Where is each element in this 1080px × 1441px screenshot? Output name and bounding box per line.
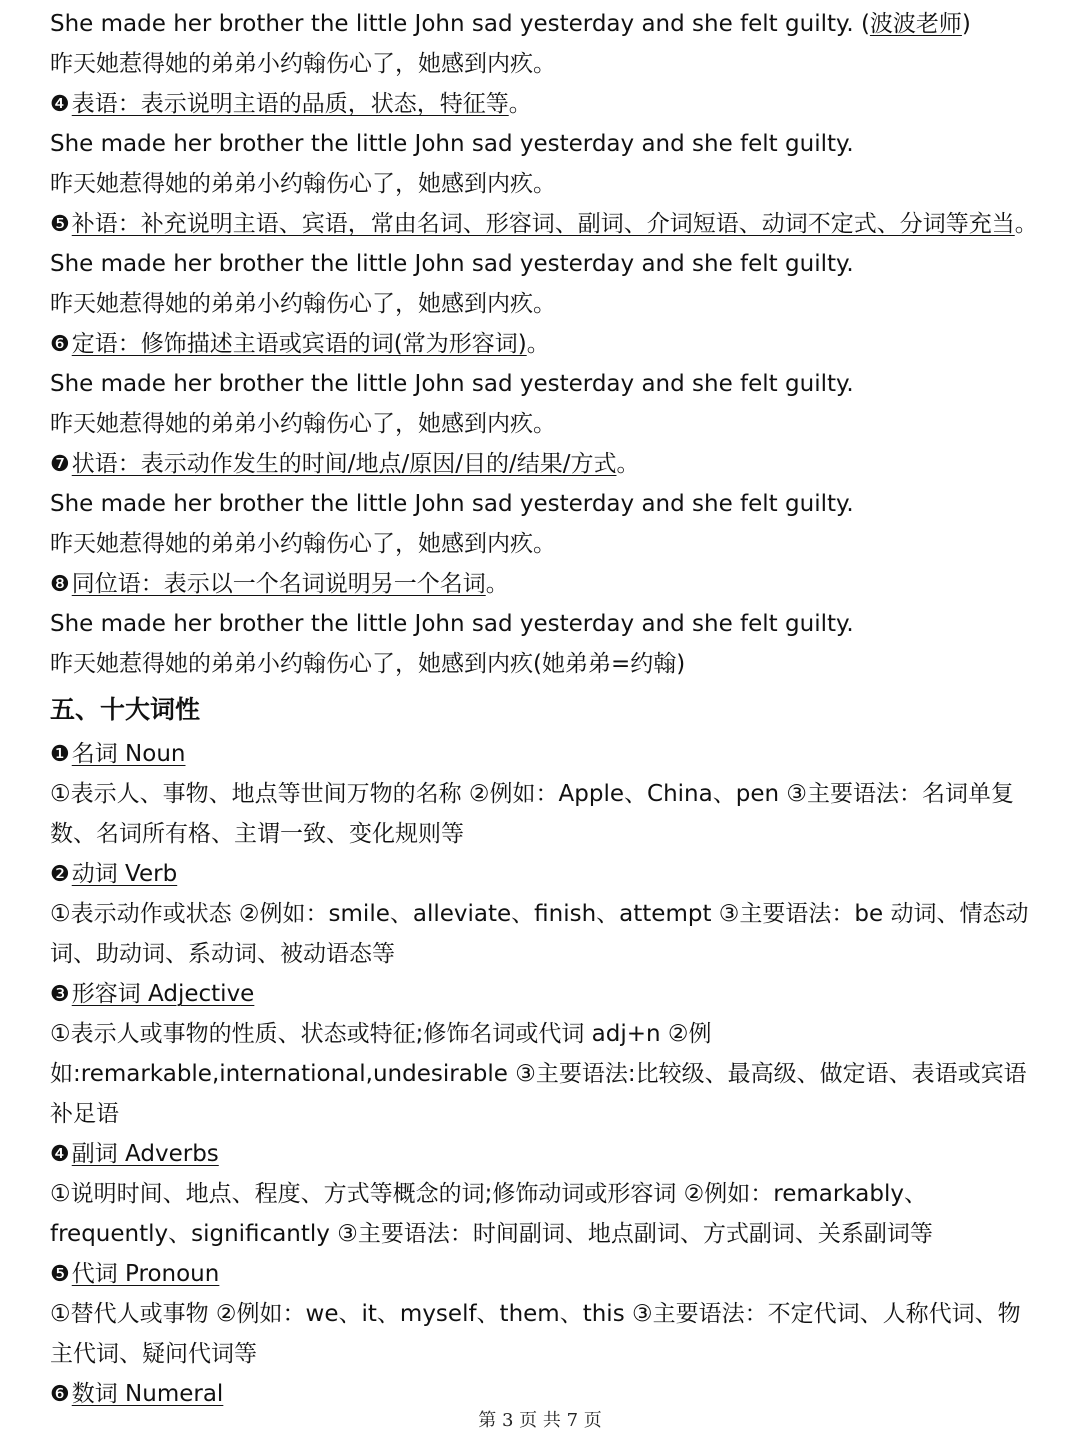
- heading-end-punct: 。: [526, 331, 550, 357]
- source-paren-close: ): [961, 11, 971, 37]
- circled-number-5: ❺: [50, 1262, 70, 1287]
- component-example-zh: 昨天她惹得她的弟弟小约翰伤心了，她感到内疚(她弟弟=约翰): [50, 651, 686, 677]
- pos-heading: [50, 734, 1040, 774]
- circled-number-7: ❼: [50, 452, 70, 477]
- pos-title: 形容词 Adjective: [71, 981, 255, 1007]
- pos-title: 代词 Pronoun: [71, 1261, 220, 1287]
- component-example-zh: 昨天她惹得她的弟弟小约翰伤心了，她感到内疚。: [50, 531, 556, 557]
- component-title: 补语：补充说明主语、宾语，常由名词、形容词、副词、介词短语、动词不定式、分词等充当: [71, 211, 1015, 237]
- component-title: 同位语：表示以一个名词说明另一个名词: [71, 571, 486, 597]
- circled-number-3: ❸: [50, 982, 70, 1007]
- pos-heading: [50, 854, 1040, 894]
- pos-title: 副词 Adverbs: [71, 1141, 219, 1167]
- heading-end-punct: 。: [616, 451, 640, 477]
- circled-number-6: ❻: [50, 332, 70, 357]
- page-content: [50, 4, 1040, 1414]
- component-example-en: She made her brother the little John sad yesterday and she felt guilty.: [50, 131, 854, 157]
- component-title: 状语：表示动作发生的时间/地点/原因/目的/结果/方式: [71, 451, 617, 477]
- pos-heading: [50, 974, 1040, 1014]
- circled-number-2: ❷: [50, 862, 70, 887]
- pos-title: 动词 Verb: [71, 861, 178, 887]
- parts-of-speech-list: [50, 734, 1040, 1414]
- component-title: 定语：修饰描述主语或宾语的词(常为形容词): [71, 331, 527, 357]
- heading-end-punct: 。: [508, 91, 532, 117]
- component-example-zh: 昨天她惹得她的弟弟小约翰伤心了，她感到内疚。: [50, 171, 556, 197]
- pos-description: ①替代人或事物 ②例如：we、it、myself、them、this ③主要语法：不定代词、人称代词、物主代词、疑问代词等: [50, 1301, 1021, 1367]
- example-sentence-zh: 昨天她惹得她的弟弟小约翰伤心了，她感到内疚。: [50, 51, 556, 77]
- component-title: 表语：表示说明主语的品质，状态，特征等: [71, 91, 509, 117]
- pos-description: ①表示人或事物的性质、状态或特征;修饰名词或代词 adj+n ②例如:remarkable,international,undesirable ③主要语法:比较级、最高级、做定语、表语或宾语补足语: [50, 1021, 1027, 1127]
- component-heading: [50, 444, 1040, 484]
- component-heading: [50, 324, 1040, 364]
- component-example-en: She made her brother the little John sad yesterday and she felt guilty.: [50, 251, 854, 277]
- heading-end-punct: 。: [485, 571, 509, 597]
- component-heading: [50, 204, 1040, 244]
- pos-title: 数词 Numeral: [71, 1381, 224, 1407]
- circled-number-8: ❽: [50, 572, 70, 597]
- pos-description: ①表示动作或状态 ②例如：smile、alleviate、finish、attempt ③主要语法：be 动词、情态动词、助动词、系动词、被动语态等: [50, 901, 1029, 967]
- page-number-footer: 第 3 页 共 7 页: [478, 1410, 602, 1431]
- sentence-components-list: [50, 84, 1040, 684]
- example-text: She made her brother the little John sad yesterday and she felt guilty. (: [50, 11, 870, 37]
- circled-number-4: ❹: [50, 1142, 70, 1167]
- pos-heading: [50, 1134, 1040, 1174]
- circled-number-4: ❹: [50, 92, 70, 117]
- circled-number-6: ❻: [50, 1382, 70, 1407]
- circled-number-1: ❶: [50, 742, 70, 767]
- example-sentence-en: [50, 4, 1040, 44]
- component-example-zh: 昨天她惹得她的弟弟小约翰伤心了，她感到内疚。: [50, 411, 556, 437]
- circled-number-5: ❺: [50, 212, 70, 237]
- pos-title: 名词 Noun: [71, 741, 186, 767]
- source-note: 波波老师: [869, 11, 962, 37]
- component-example-en: She made her brother the little John sad yesterday and she felt guilty.: [50, 491, 854, 517]
- heading-end-punct: 。: [1014, 211, 1038, 237]
- pos-description: ①说明时间、地点、程度、方式等概念的词;修饰动词或形容词 ②例如：remarkably、frequently、significantly ③主要语法：时间副词、地点副词、方式副词、关系副词等: [50, 1181, 933, 1247]
- component-heading: [50, 564, 1040, 604]
- pos-heading: [50, 1254, 1040, 1294]
- section-title: 五、十大词性: [50, 695, 201, 724]
- component-heading: [50, 84, 1040, 124]
- component-example-zh: 昨天她惹得她的弟弟小约翰伤心了，她感到内疚。: [50, 291, 556, 317]
- pos-description: ①表示人、事物、地点等世间万物的名称 ②例如：Apple、China、pen ③主要语法：名词单复数、名词所有格、主谓一致、变化规则等: [50, 781, 1014, 847]
- component-example-en: She made her brother the little John sad yesterday and she felt guilty.: [50, 371, 854, 397]
- component-example-en: She made her brother the little John sad yesterday and she felt guilty.: [50, 611, 854, 637]
